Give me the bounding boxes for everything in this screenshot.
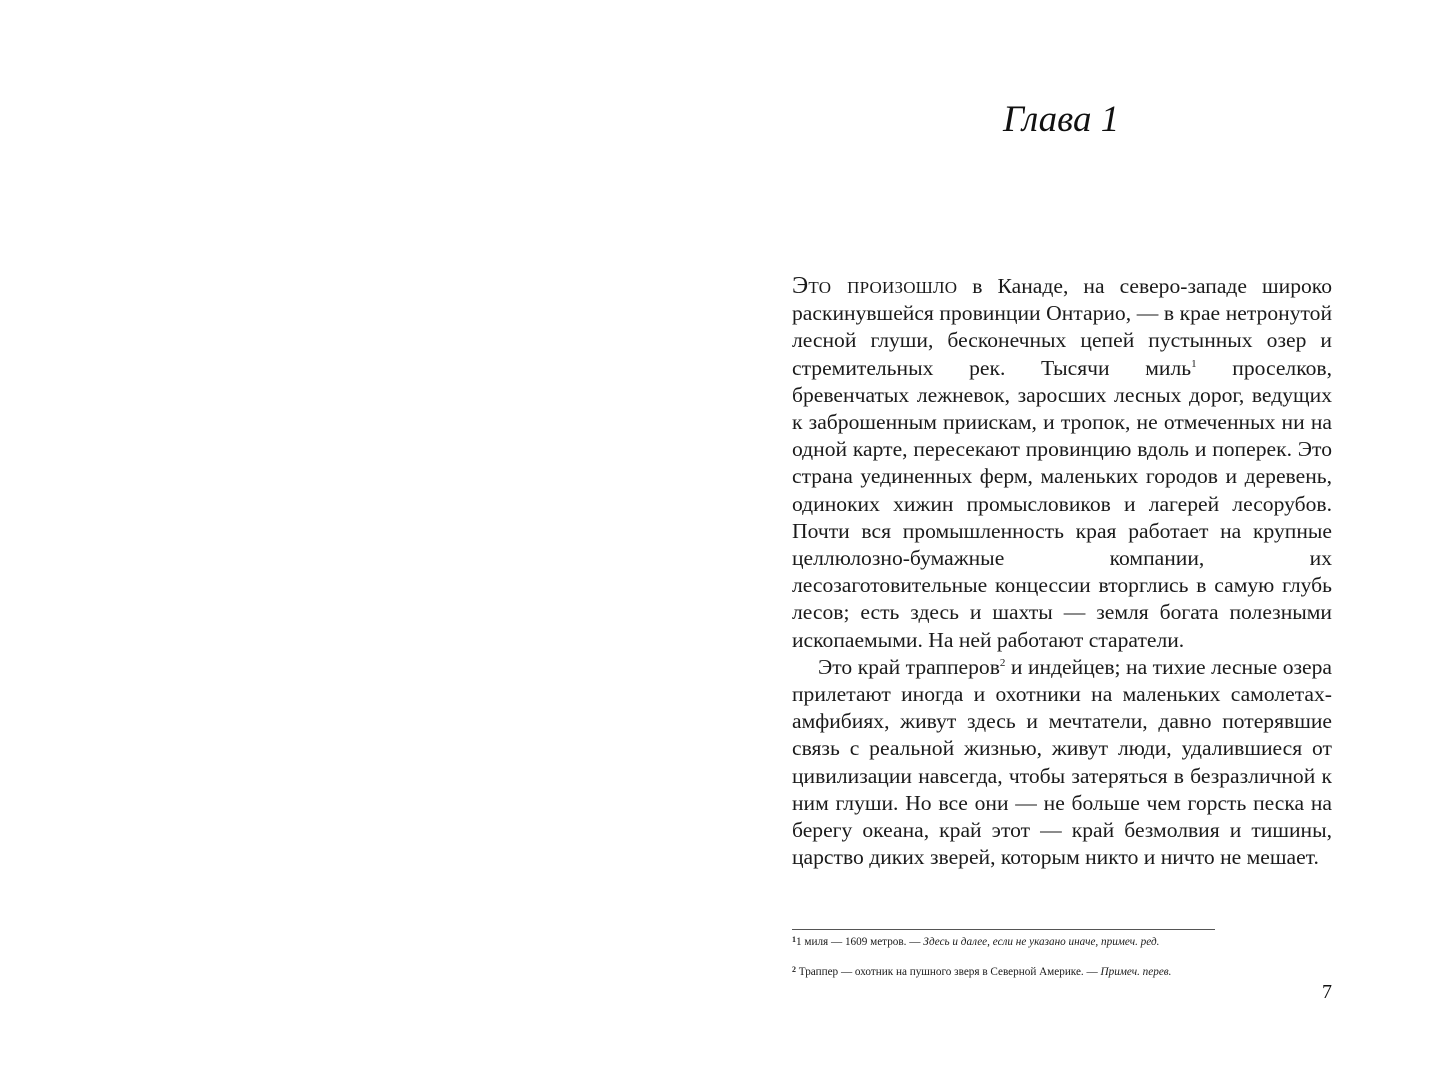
footnote-2-text: Траппер — охотник на пушного зверя в Северной Америке. —	[796, 966, 1101, 978]
footnote-ref-1: 1	[1191, 357, 1197, 370]
footnote-1-editor-note: Здесь и далее, если не указано иначе, примеч. ред.	[923, 936, 1160, 948]
chapter-body	[792, 272, 1332, 871]
footnote-1-text: 1 миля — 1609 метров. —	[796, 936, 924, 948]
paragraph-1-text-a: в Канаде, на северо-западе широко раскинувшейся провинции Онтарио, — в крае нетронутой лесной глуши, бесконечных цепей пустынных озер и стремительных рек. Тысячи миль	[792, 274, 1332, 380]
footnote-divider	[792, 929, 1215, 930]
footnote-2-mark: 2	[792, 965, 796, 974]
footnotes	[792, 933, 1332, 979]
paragraph-2-text-a: Это край трапперов	[818, 654, 1000, 679]
paragraph-1	[792, 272, 1332, 654]
footnote-ref-2: 2	[999, 656, 1006, 669]
paragraph-2-text-b: и индейцев; на тихие лесные озера прилетают иногда и охотники на маленьких самолетах-амфибиях, живут здесь и мечтатели, давно потерявшие связь с реальной жизнью, живут люди, удалившиеся от цивилизации навсегда, чтобы затеряться в безразличной к ним глуши. Но все они — не больше чем горсть песка на берегу океана, край этот — край безмолвия и тишины, царство диких зверей, которым никто и ничто не мешает.	[792, 654, 1332, 870]
paragraph-lead-in: Это произошло	[792, 272, 958, 299]
paragraph-2	[792, 654, 1332, 872]
footnote-2-translator-note: Примеч. перев.	[1100, 966, 1172, 978]
page-number: 7	[1322, 981, 1332, 1003]
chapter-heading: Глава 1	[1003, 99, 1120, 140]
footnote-1-mark: 1	[792, 935, 796, 944]
footnote-2	[792, 963, 1332, 979]
left-page-blank	[0, 0, 716, 1075]
footnote-1	[792, 933, 1332, 949]
paragraph-1-text-b: проселков, бревенчатых лежневок, заросших лесных дорог, ведущих к заброшенным приискам, и тропок, не отмеченных ни на одной карте, пересекают провинцию вдоль и поперек. Это страна уединенных ферм, маленьких городов и деревень, одиноких хижин промысловиков и лагерей лесорубов. Почти вся промышленность края работает на крупные целлюлозно-бумажные компании, их лесозаготовительные концессии вторглись в самую глубь лесов; есть здесь и шахты — земля богата полезными ископаемыми. На ней работают старатели.	[792, 355, 1332, 652]
